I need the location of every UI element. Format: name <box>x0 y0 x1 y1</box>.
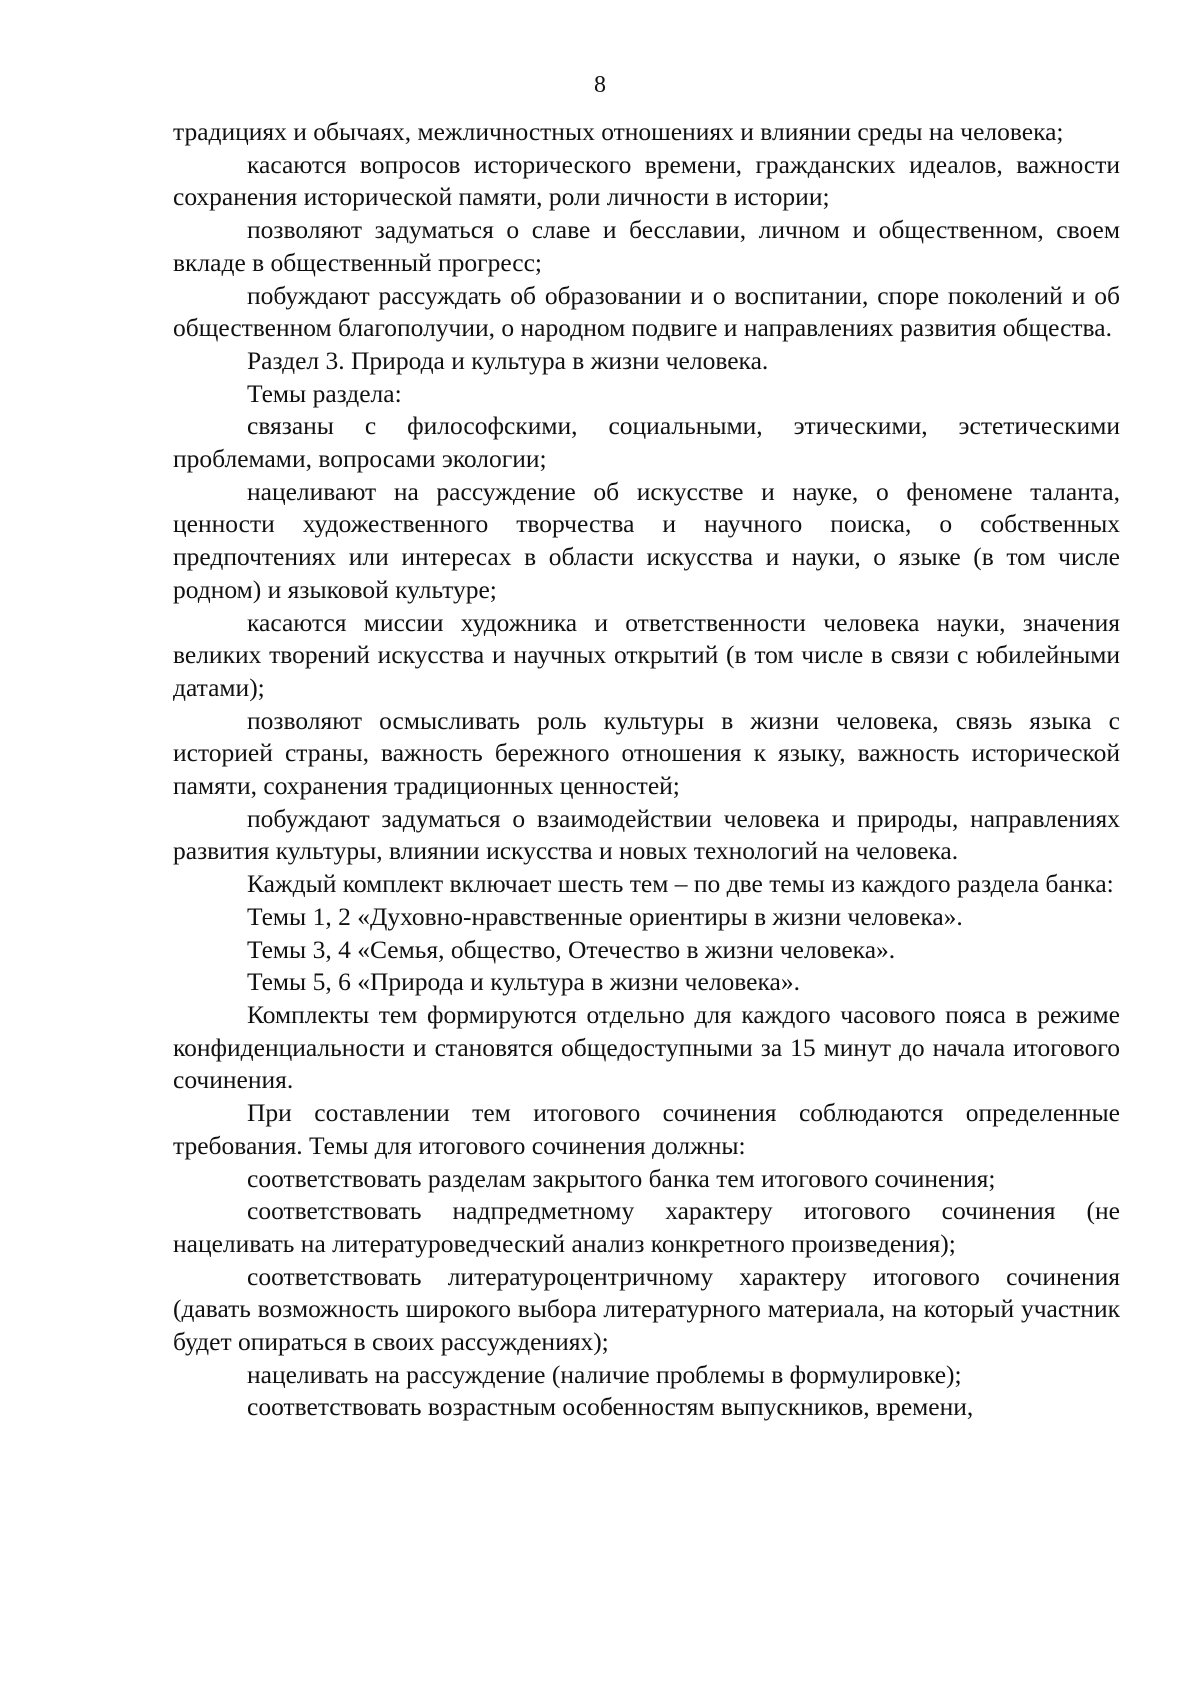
topic-line: Темы 3, 4 «Семья, общество, Отечество в жизни человека». <box>247 934 896 964</box>
section-subheading: Темы раздела: <box>247 378 402 408</box>
requirement-item: соответствовать литературоцентричному характеру итогового сочинения (давать возможность широкого выбора литературного материала, на который участник будет опираться в своих рассуждениях); <box>173 1261 1120 1357</box>
paragraph: побуждают задуматься о взаимодействии человека и природы, направлениях развития культуры, влиянии искусства и новых технологий на человека. <box>173 803 1120 866</box>
topic-line: Темы 5, 6 «Природа и культура в жизни человека». <box>247 967 800 997</box>
paragraph: Каждый комплект включает шесть тем – по две темы из каждого раздела банка: <box>247 869 1114 899</box>
paragraph: касаются миссии художника и ответственности человека науки, значения великих творений искусства и научных открытий (в том числе в связи с юбилейными датами); <box>173 607 1120 702</box>
paragraph: позволяют задуматься о славе и бесславии, личном и общественном, своем вкладе в общественный прогресс; <box>173 215 1120 277</box>
paragraph: нацеливают на рассуждение об искусстве и науке, о феномене таланта, ценности художественного творчества и научного поиска, о собственных предпочтениях или интересах в области искусства и науки, о языке (в том числе родном) и языковой культуре; <box>173 476 1120 604</box>
section-heading: Раздел 3. Природа и культура в жизни человека. <box>247 345 769 375</box>
paragraph: традициях и обычаях, межличностных отношениях и влиянии среды на человека; <box>173 117 1064 146</box>
paragraph: Комплекты тем формируются отдельно для каждого часового пояса в режиме конфиденциальности и становятся общедоступными за 15 минут до начала итогового сочинения. <box>173 999 1120 1095</box>
paragraph: При составлении тем итогового сочинения соблюдаются определенные требования. Темы для итогового сочинения должны: <box>173 1098 1120 1160</box>
topic-line: Темы 1, 2 «Духовно-нравственные ориентиры в жизни человека». <box>247 901 963 931</box>
page-number: 8 <box>594 72 606 98</box>
document-body <box>173 116 1120 1424</box>
paragraph: позволяют осмысливать роль культуры в жизни человека, связь языка с историей страны, важность бережного отношения к языку, важность исторической памяти, сохранения традиционных ценностей; <box>173 705 1120 801</box>
paragraph: связаны с философскими, социальными, этическими, эстетическими проблемами, вопросами экологии; <box>173 411 1120 474</box>
paragraph: касаются вопросов исторического времени, гражданских идеалов, важности сохранения исторической памяти, роли личности в истории; <box>173 149 1120 212</box>
requirement-item: нацеливать на рассуждение (наличие проблемы в формулировке); <box>247 1359 962 1389</box>
requirement-item: соответствовать разделам закрытого банка тем итогового сочинения; <box>247 1163 996 1193</box>
requirement-item: соответствовать возрастным особенностям выпускников, времени, <box>247 1392 974 1422</box>
requirement-item: соответствовать надпредметному характеру итогового сочинения (не нацеливать на литературоведческий анализ конкретного произведения); <box>173 1196 1120 1258</box>
paragraph: побуждают рассуждать об образовании и о воспитании, споре поколений и об общественном благополучии, о народном подвиге и направлениях развития общества. <box>173 280 1120 343</box>
